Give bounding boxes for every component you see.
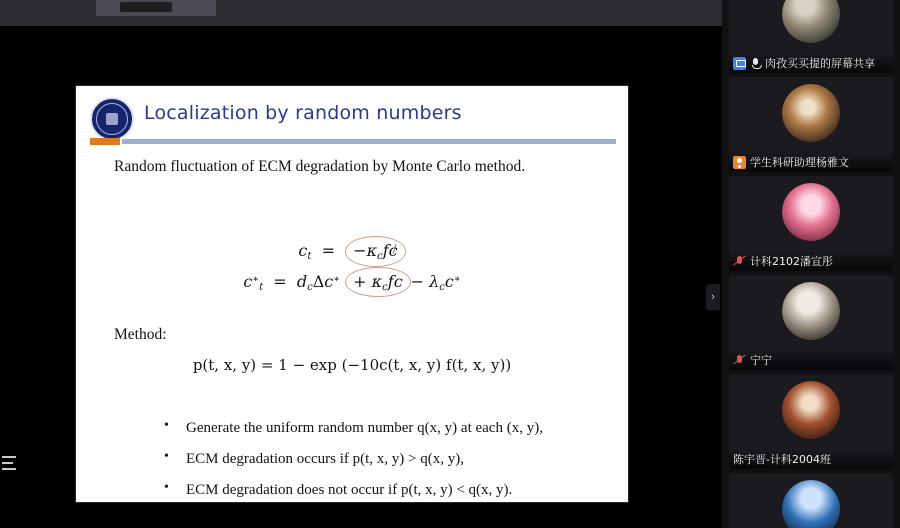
equation-1: $c_t = -\kappa_cfc$	[76, 236, 628, 267]
avatar	[782, 381, 840, 439]
slide-paragraph: Random fluctuation of ECM degradation by Monte Carlo method.	[114, 158, 526, 175]
rule-accent-orange	[90, 138, 120, 145]
slide-header	[76, 86, 628, 148]
equation-2-highlight: + $\kappa_cfc$	[345, 267, 411, 298]
participant-name: 计科2102潘宣彤	[750, 255, 833, 268]
participant-nameplate	[729, 449, 893, 469]
shared-screen-content	[0, 26, 722, 528]
collapse-panel-chevron-icon[interactable]: ›	[706, 284, 720, 310]
slide-title: Localization by random numbers	[144, 102, 462, 124]
participant-nameplate	[729, 53, 893, 73]
slide-body	[76, 148, 628, 502]
avatar	[782, 282, 840, 340]
participant-nameplate	[729, 350, 893, 370]
list-item: • ECM degradation occurs if p(t, x, y) > q(x, y),	[160, 450, 628, 468]
list-item: • ECM degradation does not occur if p(t, x, y) < q(x, y).	[160, 481, 628, 499]
mic-icon	[750, 57, 761, 70]
participant-tile[interactable]	[729, 0, 893, 73]
equation-group	[76, 236, 628, 297]
participant-video-strip[interactable]	[722, 0, 900, 528]
list-item: • Generate the uniform random number q(x, y) at each (x, y),	[160, 419, 628, 437]
shared-app-titlebar	[0, 0, 722, 26]
host-icon	[733, 156, 746, 169]
probability-equation: p(t, x, y) = 1 − exp (−10c(t, x, y) f(t, x, y))	[192, 356, 512, 374]
avatar	[782, 84, 840, 142]
avatar	[782, 0, 840, 43]
mic-muted-icon	[733, 255, 746, 268]
hamburger-menu-icon[interactable]	[2, 456, 18, 470]
avatar	[782, 183, 840, 241]
participant-tile[interactable]	[729, 77, 893, 172]
participant-tile[interactable]	[729, 176, 893, 271]
method-label: Method:	[114, 326, 167, 343]
equation-2: $c^∗_t = d_c\Delta c^∗ + \kappa_cfc - \lambda_cc^∗$	[76, 267, 628, 298]
participant-tile[interactable]	[729, 275, 893, 370]
university-crest-icon	[90, 97, 134, 141]
participant-nameplate	[729, 152, 893, 172]
participant-name: 学生科研助理杨雅文	[750, 156, 849, 169]
participant-tile[interactable]	[729, 374, 893, 469]
presentation-slide	[76, 86, 628, 502]
slide-bullet-list	[120, 419, 628, 502]
participant-name: 肉孜买买提的屏幕共享	[765, 57, 875, 70]
mic-muted-icon	[733, 354, 746, 367]
equation-1-highlight: $-\kappa_cfc$	[345, 236, 405, 267]
participant-tile[interactable]	[729, 473, 893, 528]
screen-share-icon	[733, 57, 746, 70]
rule-accent-blue	[122, 139, 616, 144]
participant-nameplate	[729, 251, 893, 271]
participant-name: 宁宁	[750, 354, 772, 367]
avatar	[782, 480, 840, 528]
slide-header-rule	[90, 138, 616, 145]
participant-name: 陈宇晋-计科2004班	[733, 453, 831, 466]
titlebar-tab-inner	[120, 2, 172, 12]
